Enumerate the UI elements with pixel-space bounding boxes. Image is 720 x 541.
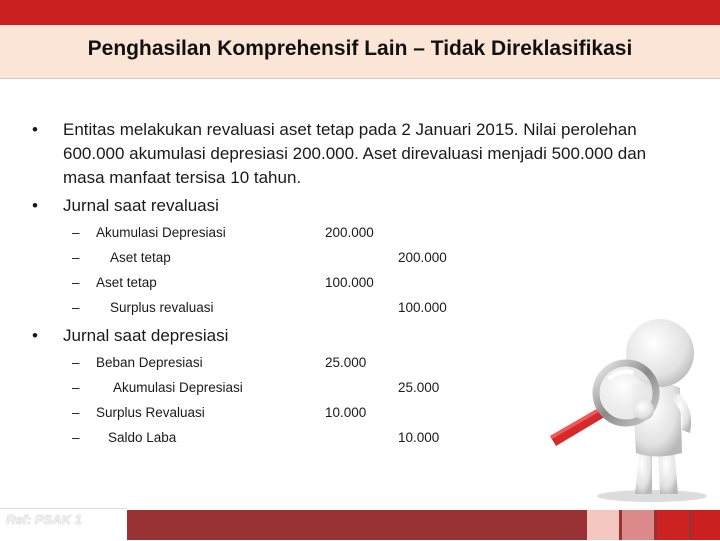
footer-bar (127, 510, 720, 540)
bullet-depreciation-text: Jurnal saat depresiasi (63, 326, 229, 345)
entry-dash: – (72, 250, 80, 265)
entry-debit: 10.000 (325, 405, 367, 420)
entry-account: Akumulasi Depresiasi (113, 380, 243, 395)
entry-account: Surplus revaluasi (110, 300, 214, 315)
entry-credit: 10.000 (398, 430, 440, 445)
entry-debit: 200.000 (325, 225, 374, 240)
entry-debit: 100.000 (325, 275, 374, 290)
entry-account: Aset tetap (96, 275, 157, 290)
footer-block (622, 510, 654, 540)
person-with-magnifier-icon (540, 298, 720, 503)
footer-block (657, 510, 689, 540)
journal-entry-row (0, 402, 500, 424)
entry-account: Saldo Laba (108, 430, 177, 445)
entry-dash: – (72, 380, 80, 395)
reference-label: Ref: PSAK 1 (6, 512, 82, 527)
slide-title: Penghasilan Komprehensif Lain – Tidak Direklasifikasi (87, 37, 633, 60)
journal-entry-row (0, 377, 500, 399)
footer-block (587, 510, 619, 540)
entry-dash: – (72, 430, 80, 445)
bullet-marker: • (32, 326, 38, 345)
bullet-revaluation-text: Jurnal saat revaluasi (63, 196, 219, 215)
entry-credit: 25.000 (398, 380, 440, 395)
journal-entry-row (0, 272, 500, 294)
entry-debit: 25.000 (325, 355, 367, 370)
journal-entry-row (0, 352, 500, 374)
entry-dash: – (72, 405, 80, 420)
journal-entry-row (0, 247, 500, 269)
entry-credit: 200.000 (398, 250, 447, 265)
footer-block (692, 510, 720, 540)
entry-dash: – (72, 225, 80, 240)
entry-dash: – (72, 355, 80, 370)
journal-entry-row (0, 297, 500, 319)
journal-entry-row (0, 427, 500, 449)
entry-account: Surplus Revaluasi (96, 405, 205, 420)
bullet-intro-text: Entitas melakukan revaluasi aset tetap pada 2 Januari 2015. Nilai perolehan 600.000 akumulasi depresiasi 200.000. Aset direvaluasi menjadi 500.000 dan masa manfaat tersisa 10 tahun. (63, 120, 647, 187)
entry-dash: – (72, 275, 80, 290)
entry-account: Akumulasi Depresiasi (96, 225, 226, 240)
bullet-marker: • (32, 196, 38, 215)
journal-entry-row (0, 222, 500, 244)
entry-dash: – (72, 300, 80, 315)
bullet-marker: • (32, 120, 38, 139)
entry-credit: 100.000 (398, 300, 447, 315)
top-accent-bar (0, 0, 720, 25)
entry-account: Beban Depresiasi (96, 355, 203, 370)
entry-account: Aset tetap (110, 250, 171, 265)
